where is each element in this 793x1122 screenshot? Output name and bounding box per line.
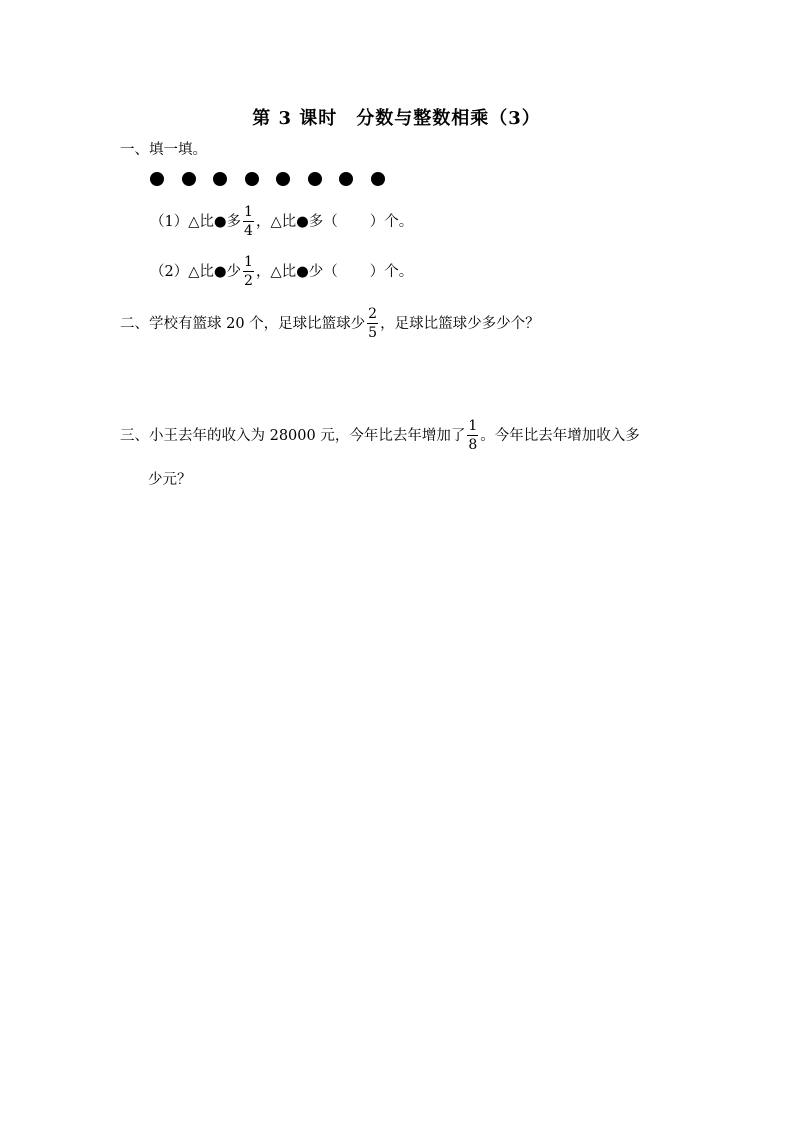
q2-frac-denominator: 2 [244, 273, 253, 289]
q-3-frac-denominator: 8 [468, 437, 478, 453]
question-1-1 [150, 204, 413, 239]
q-3-fraction [467, 418, 478, 453]
q-2-frac-denominator: 5 [368, 325, 378, 341]
black-dot [150, 172, 164, 186]
q1-suffix-b: ）个。 [369, 213, 414, 230]
q2-prefix: （2）△比●少 [150, 263, 242, 280]
q1-prefix: （1）△比●多 [150, 213, 242, 230]
question-1-2 [150, 254, 413, 289]
black-dot [339, 172, 353, 186]
q2-fraction [243, 254, 254, 289]
black-dot [308, 172, 322, 186]
black-dot [371, 172, 385, 186]
q1-frac-numerator: 1 [244, 204, 253, 220]
q2-suffix-b: ）个。 [369, 263, 414, 280]
q2-suffix-a: ，△比●少（ [255, 263, 338, 280]
question-3-continuation: 少元？ [148, 472, 192, 488]
q1-suffix-a: ，△比●多（ [255, 213, 338, 230]
black-dot [276, 172, 290, 186]
black-dot [213, 172, 227, 186]
question-3 [120, 418, 640, 453]
q-3-frac-numerator: 1 [468, 418, 478, 434]
q-2-fraction [367, 306, 378, 341]
q1-fraction [243, 204, 254, 239]
q-3-text-b: 。今年比去年增加收入多 [480, 427, 640, 444]
q1-frac-denominator: 4 [244, 223, 253, 239]
dot-row [150, 172, 385, 186]
black-dot [182, 172, 196, 186]
q-3-text-a: 三、小王去年的收入为 28000 元，今年比去年增加了 [120, 427, 466, 444]
q2-frac-numerator: 1 [244, 254, 253, 270]
section-1-heading: 一、填一填。 [120, 142, 207, 158]
question-2 [120, 306, 540, 341]
page-title: 第 3 课时 分数与整数相乘（3） [252, 108, 541, 129]
q-2-frac-numerator: 2 [368, 306, 378, 322]
q-2-text-a: 二、学校有篮球 20 个，足球比篮球少 [120, 315, 366, 332]
q-2-text-b: ，足球比篮球少多少个？ [380, 315, 540, 332]
black-dot [245, 172, 259, 186]
